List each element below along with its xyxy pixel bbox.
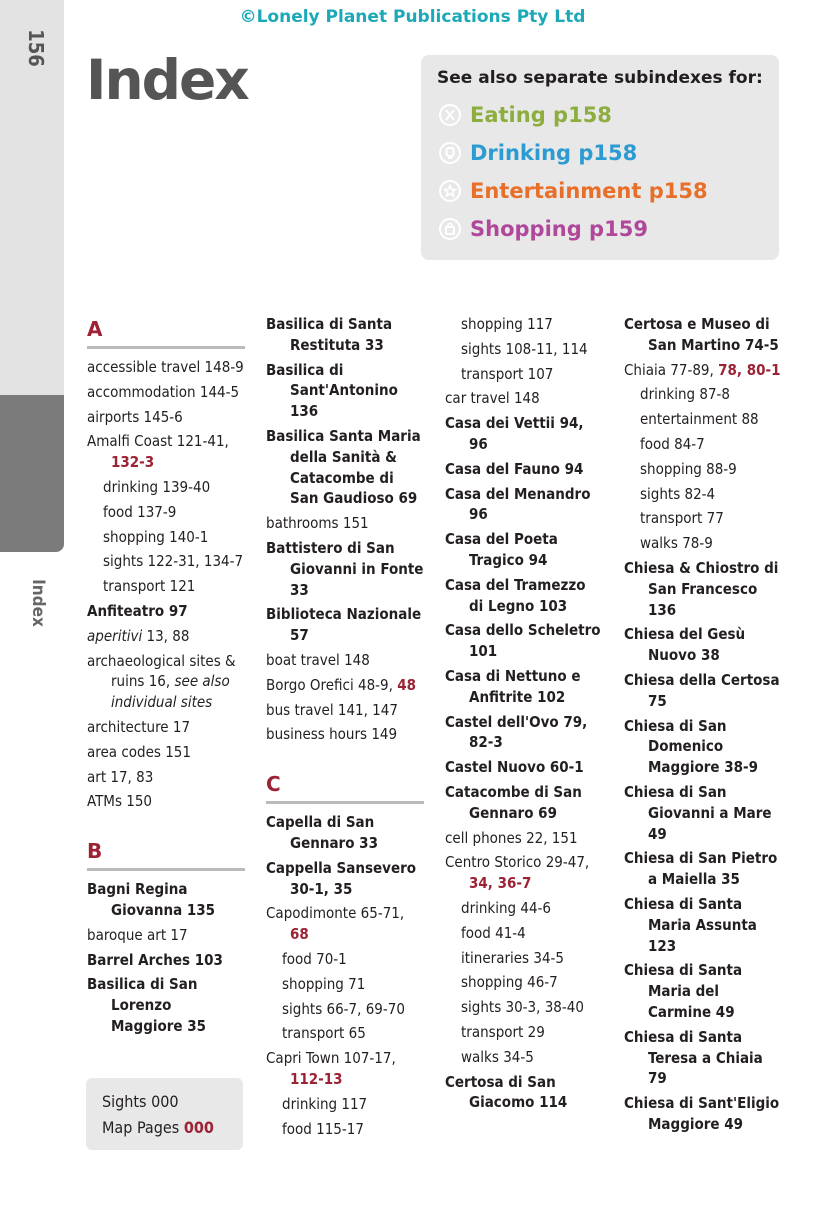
index-entry: art 17, 83 — [87, 767, 154, 786]
index-entry: Chiesa di Sant'Eligio Maggiore 49 — [624, 1094, 780, 1133]
star-icon — [439, 180, 461, 202]
subindex-heading: See also separate subindexes for: — [437, 68, 763, 88]
index-subentry: sights 66-7, 69-70 — [282, 999, 405, 1018]
index-subentry: entertainment 88 — [640, 410, 759, 429]
index-column-4 — [624, 314, 782, 1139]
index-subentry: transport 77 — [640, 509, 724, 528]
index-column-3 — [445, 314, 603, 1117]
index-entry: Basilica Santa Maria della Sanità & Catacombe di San Gaudioso 69 — [266, 426, 421, 508]
index-entry: Basilica di Sant'Antonino 136 — [266, 360, 398, 421]
subindex-shopping-label: Shopping p159 — [470, 217, 648, 241]
index-subentry: sights 82-4 — [640, 484, 716, 503]
subindex-entertainment-link[interactable] — [439, 179, 708, 203]
index-entry: Chiesa di San Domenico Maggiore 38-9 — [624, 716, 759, 777]
index-subentry: transport 65 — [282, 1024, 366, 1043]
index-entry: car travel 148 — [445, 389, 540, 408]
page-title: Index — [86, 48, 248, 112]
index-entry: Amalfi Coast 121-41, 132-3 — [87, 432, 229, 472]
index-column-1 — [87, 312, 245, 1041]
index-entry: Casa del Tramezzo di Legno 103 — [445, 575, 586, 615]
index-subentry: walks 34-5 — [461, 1047, 534, 1066]
index-subentry: shopping 88-9 — [640, 459, 737, 478]
subindex-entertainment-label: Entertainment p158 — [470, 179, 708, 203]
index-entry: Casa di Nettuno e Anfitrite 102 — [445, 666, 581, 706]
index-entry: Anfiteatro 97 — [87, 601, 188, 620]
copyright-notice: ©Lonely Planet Publications Pty Ltd — [239, 7, 586, 27]
index-entry: Chiaia 77-89, 78, 80-1 — [624, 360, 781, 379]
index-entry: baroque art 17 — [87, 925, 188, 944]
index-entry: archaeological sites & ruins 16, see also individual sites — [87, 651, 236, 712]
index-subentry: food 115-17 — [282, 1119, 364, 1138]
index-subentry: transport 107 — [461, 364, 554, 383]
page-number: 156 — [24, 29, 48, 67]
subindex-eating-link[interactable] — [439, 103, 612, 127]
index-entry: Casa del Menandro 96 — [445, 484, 591, 524]
index-entry: Biblioteca Nazionale 57 — [266, 605, 422, 645]
index-entry: ATMs 150 — [87, 792, 153, 811]
subindex-box — [421, 55, 779, 260]
index-entry: Chiesa & Chiostro di San Francesco 136 — [624, 558, 779, 619]
index-column-2 — [266, 314, 424, 1143]
index-entry: Castel Nuovo 60-1 — [445, 758, 584, 777]
index-entry: aperitivi 13, 88 — [87, 626, 190, 645]
index-entry: Chiesa del Gesù Nuovo 38 — [624, 625, 746, 665]
index-entry: Basilica di Santa Restituta 33 — [266, 315, 393, 354]
index-entry: Casa del Fauno 94 — [445, 459, 584, 478]
index-subentry: shopping 117 — [461, 315, 553, 333]
sidebar-tab-dark — [0, 395, 64, 552]
index-subentry: drinking 44-6 — [461, 898, 552, 917]
key-sights: Sights 000 — [102, 1092, 179, 1111]
bag-icon — [439, 218, 461, 240]
index-entry: bathrooms 151 — [266, 514, 369, 533]
map-key-box — [86, 1078, 243, 1150]
index-entry: Chiesa di Santa Maria Assunta 123 — [624, 894, 757, 955]
index-subentry: shopping 71 — [282, 974, 366, 993]
index-entry: architecture 17 — [87, 717, 191, 736]
index-entry: Chiesa di Santa Teresa a Chiaia 79 — [624, 1027, 763, 1088]
subindex-drinking-label: Drinking p158 — [470, 141, 638, 165]
index-entry: area codes 151 — [87, 742, 191, 761]
index-subentry: food 70-1 — [282, 949, 347, 968]
subindex-drinking-link[interactable] — [439, 141, 637, 165]
index-subentry: shopping 140-1 — [103, 527, 209, 546]
index-entry: Barrel Arches 103 — [87, 950, 223, 969]
key-map-pages: Map Pages 000 — [102, 1118, 214, 1137]
index-entry: accommodation 144-5 — [87, 382, 240, 401]
index-entry: Basilica di San Lorenzo Maggiore 35 — [87, 975, 207, 1035]
index-entry: cell phones 22, 151 — [445, 828, 578, 847]
index-letter-heading: A — [87, 317, 103, 341]
section-gap — [87, 816, 245, 834]
index-entry: Bagni Regina Giovanna 135 — [87, 880, 216, 919]
index-entry: Capri Town 107-17, 112-13 — [266, 1049, 396, 1088]
index-entry: Centro Storico 29-47, 34, 36-7 — [445, 853, 590, 893]
index-entry: airports 145-6 — [87, 407, 183, 426]
letter-divider — [87, 346, 245, 349]
index-subentry: food 41-4 — [461, 923, 526, 942]
index-entry: Chiesa della Certosa 75 — [624, 670, 780, 710]
index-subentry: transport 121 — [103, 577, 196, 596]
index-entry: Chiesa di San Pietro a Maiella 35 — [624, 849, 778, 889]
index-subentry: walks 78-9 — [640, 534, 713, 553]
index-subentry: sights 122-31, 134-7 — [103, 552, 244, 571]
index-entry: Borgo Orefici 48-9, 48 — [266, 675, 416, 694]
index-subentry: drinking 117 — [282, 1094, 368, 1113]
fork-knife-icon — [439, 104, 461, 126]
index-subentry: food 137-9 — [103, 502, 177, 521]
index-entry: Casa del Poeta Tragico 94 — [445, 530, 558, 569]
index-entry: Battistero di San Giovanni in Fonte 33 — [266, 538, 424, 599]
index-entry: business hours 149 — [266, 725, 398, 744]
index-entry: boat travel 148 — [266, 650, 370, 669]
subindex-shopping-link[interactable] — [439, 217, 648, 241]
index-entry: Catacombe di San Gennaro 69 — [445, 782, 582, 822]
subindex-eating-label: Eating p158 — [470, 103, 612, 127]
index-entry: Castel dell'Ovo 79, 82-3 — [445, 712, 588, 752]
index-entry: accessible travel 148-9 — [87, 358, 244, 376]
index-entry: Casa dello Scheletro 101 — [445, 621, 601, 661]
index-subentry: drinking 87-8 — [640, 385, 731, 404]
index-letter-heading: C — [266, 772, 281, 797]
section-gap — [266, 749, 424, 767]
index-entry: Certosa e Museo di San Martino 74-5 — [624, 315, 779, 354]
index-subentry: itineraries 34-5 — [461, 948, 565, 967]
index-entry: Chiesa di Santa Maria del Carmine 49 — [624, 961, 743, 1021]
index-entry: Cappella Sansevero 30-1, 35 — [266, 858, 417, 898]
index-entry: bus travel 141, 147 — [266, 700, 398, 719]
index-entry: Capodimonte 65-71, 68 — [266, 904, 405, 944]
index-entry: Chiesa di San Giovanni a Mare 49 — [624, 782, 772, 843]
index-subentry: sights 108-11, 114 — [461, 339, 588, 358]
letter-divider — [87, 868, 245, 871]
index-subentry: shopping 46-7 — [461, 973, 558, 992]
index-subentry: food 84-7 — [640, 434, 705, 453]
index-subentry: transport 29 — [461, 1022, 545, 1041]
glass-icon — [439, 142, 461, 164]
sidebar-label: Index — [28, 579, 48, 627]
index-subentry: drinking 139-40 — [103, 477, 211, 496]
index-entry: Certosa di San Giacomo 114 — [445, 1072, 568, 1112]
index-entry: Casa dei Vettii 94, 96 — [445, 414, 584, 453]
index-entry: Capella di San Gennaro 33 — [266, 813, 378, 852]
letter-divider — [266, 801, 424, 804]
index-letter-heading: B — [87, 839, 103, 864]
index-subentry: sights 30-3, 38-40 — [461, 998, 584, 1017]
